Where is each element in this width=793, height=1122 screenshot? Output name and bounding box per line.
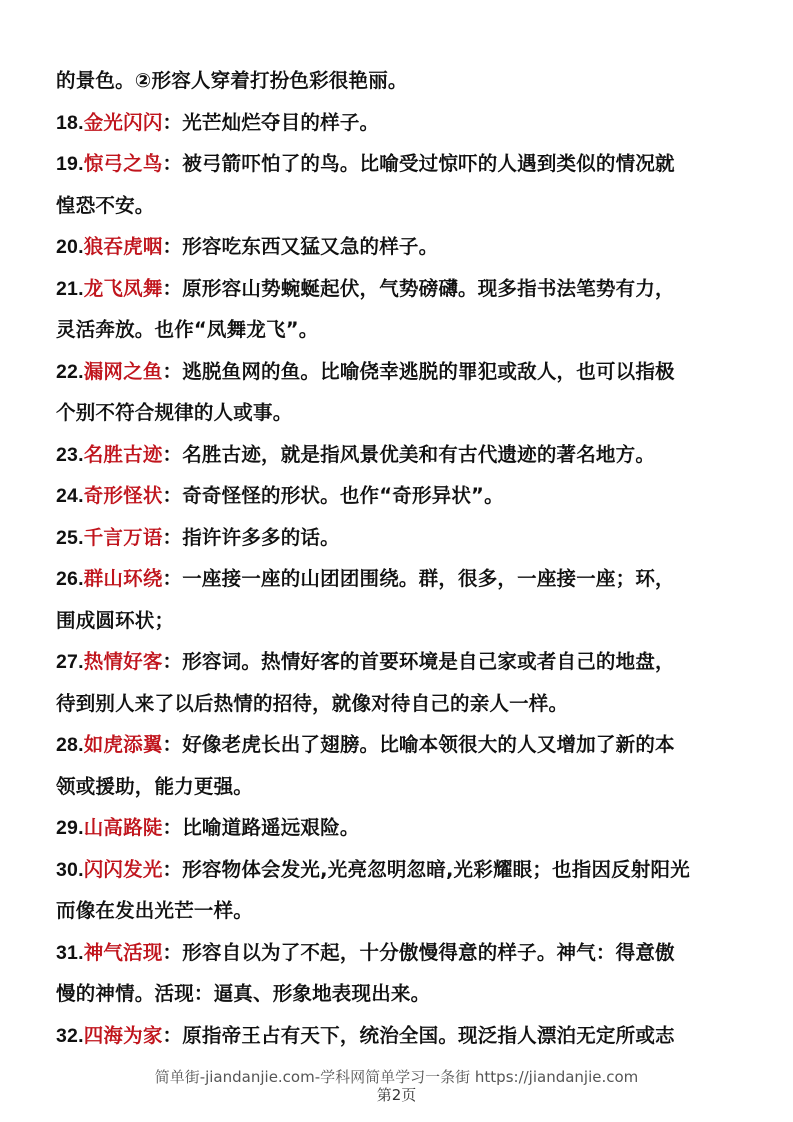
entry-number: 27. <box>56 651 84 673</box>
idiom-definition: ：光芒灿烂夺目的样子。 <box>162 110 380 134</box>
idiom-definition: ：被弓箭吓怕了的鸟。比喻受过惊吓的人遇到类似的情况就 <box>162 152 675 175</box>
footer-watermark: 简单街-jiandanjie.com-学科网简单学习一条街 https://jiandanjie.com <box>154 1068 639 1086</box>
idiom-definition: ：原指帝王占有天下，统治全国。现泛指人漂泊无定所或志 <box>162 1023 675 1047</box>
idiom-definition: ：名胜古迹，就是指风景优美和有古代遗迹的著名地方。 <box>162 442 656 466</box>
entry-number: 29. <box>56 817 84 839</box>
idiom-entry-line <box>56 517 746 559</box>
entry-number: 20. <box>56 236 84 258</box>
idiom-entry-line <box>56 351 746 393</box>
idiom-term: 金光闪闪 <box>83 110 163 134</box>
page-number: 第2页 <box>376 1086 417 1104</box>
idiom-entry-line <box>56 1015 746 1057</box>
idiom-entry-line <box>56 102 746 144</box>
idiom-term: 闪闪发光 <box>83 857 163 881</box>
idiom-definition: ：形容自以为了不起，十分傲慢得意的样子。神气：得意傲 <box>162 940 675 964</box>
entry-number: 22. <box>56 360 84 383</box>
continuation-line <box>56 973 746 1015</box>
entry-number: 32. <box>56 1024 84 1047</box>
continuation-line <box>56 309 746 351</box>
idiom-definition: ：指许许多多的话。 <box>162 525 340 549</box>
idiom-definition: ：形容吃东西又猛又急的样子。 <box>162 235 439 258</box>
idiom-entry-line <box>56 226 746 268</box>
idiom-term: 狼吞虎咽 <box>83 235 163 258</box>
idiom-definition: ：好像老虎长出了翅膀。比喻本领很大的人又增加了新的本 <box>162 733 675 756</box>
entry-number: 23. <box>56 443 84 466</box>
idiom-entry-line <box>56 641 746 683</box>
idiom-definition: 惶恐不安。 <box>56 193 155 217</box>
entry-number: 18. <box>56 111 84 134</box>
continuation-line <box>56 185 746 227</box>
idiom-term: 奇形怪状 <box>83 484 163 507</box>
entry-number: 24. <box>56 485 84 507</box>
continuation-line <box>56 600 746 642</box>
idiom-definition: ：一座接一座的山团团围绕。群，很多，一座接一座；环， <box>162 567 675 590</box>
continuation-line <box>56 766 746 808</box>
idiom-definition: 待到别人来了以后热情的招待，就像对待自己的亲人一样。 <box>56 691 569 715</box>
idiom-entry-line <box>56 932 746 974</box>
idiom-entry-line <box>56 268 746 310</box>
idiom-definition: 个别不符合规律的人或事。 <box>56 401 293 424</box>
idiom-term: 如虎添翼 <box>83 733 163 756</box>
idiom-list <box>56 60 746 1056</box>
idiom-term: 惊弓之鸟 <box>83 152 163 175</box>
idiom-definition: ：比喻道路遥远艰险。 <box>162 816 360 839</box>
entry-number: 30. <box>56 858 84 881</box>
idiom-term: 四海为家 <box>83 1023 163 1047</box>
idiom-entry-line <box>56 434 746 476</box>
idiom-definition: 的景色。②形容人穿着打扮色彩很艳丽。 <box>56 69 408 92</box>
idiom-term: 千言万语 <box>83 525 163 549</box>
idiom-definition: ：逃脱鱼网的鱼。比喻侥幸逃脱的罪犯或敌人，也可以指极 <box>162 359 675 383</box>
continuation-line <box>56 683 746 725</box>
idiom-term: 山高路陡 <box>83 816 163 839</box>
entry-number: 28. <box>56 734 84 756</box>
entry-number: 31. <box>56 941 84 964</box>
idiom-term: 神气活现 <box>83 940 163 964</box>
idiom-term: 名胜古迹 <box>83 442 163 466</box>
idiom-definition: ：形容词。热情好客的首要环境是自己家或者自己的地盘， <box>162 650 675 673</box>
idiom-term: 龙飞凤舞 <box>83 276 163 300</box>
idiom-entry-line <box>56 143 746 185</box>
idiom-definition: ：奇奇怪怪的形状。也作“奇形异状”。 <box>162 484 504 507</box>
idiom-entry-line <box>56 558 746 600</box>
continuation-line <box>56 60 746 102</box>
continuation-line <box>56 392 746 434</box>
entry-number: 21. <box>56 277 84 300</box>
idiom-definition: 慢的神情。活现：逼真、形象地表现出来。 <box>56 982 431 1005</box>
idiom-term: 热情好客 <box>83 650 163 673</box>
idiom-definition: 灵活奔放。也作“凤舞龙飞”。 <box>56 318 319 341</box>
idiom-definition: ：原形容山势蜿蜒起伏，气势磅礴。现多指书法笔势有力， <box>162 276 675 300</box>
idiom-definition: 而像在发出光芒一样。 <box>56 899 254 922</box>
idiom-definition: 围成圆环状； <box>56 608 175 632</box>
idiom-definition: ：形容物体会发光,光亮忽明忽暗,光彩耀眼；也指因反射阳光 <box>162 857 690 881</box>
entry-number: 19. <box>56 153 84 175</box>
idiom-entry-line <box>56 807 746 849</box>
idiom-term: 群山环绕 <box>83 567 163 590</box>
idiom-term: 漏网之鱼 <box>83 359 163 383</box>
continuation-line <box>56 890 746 932</box>
idiom-entry-line <box>56 475 746 517</box>
entry-number: 26. <box>56 568 84 590</box>
idiom-entry-line <box>56 849 746 891</box>
entry-number: 25. <box>56 526 84 549</box>
idiom-definition: 领或援助，能力更强。 <box>56 774 254 798</box>
idiom-entry-line <box>56 724 746 766</box>
